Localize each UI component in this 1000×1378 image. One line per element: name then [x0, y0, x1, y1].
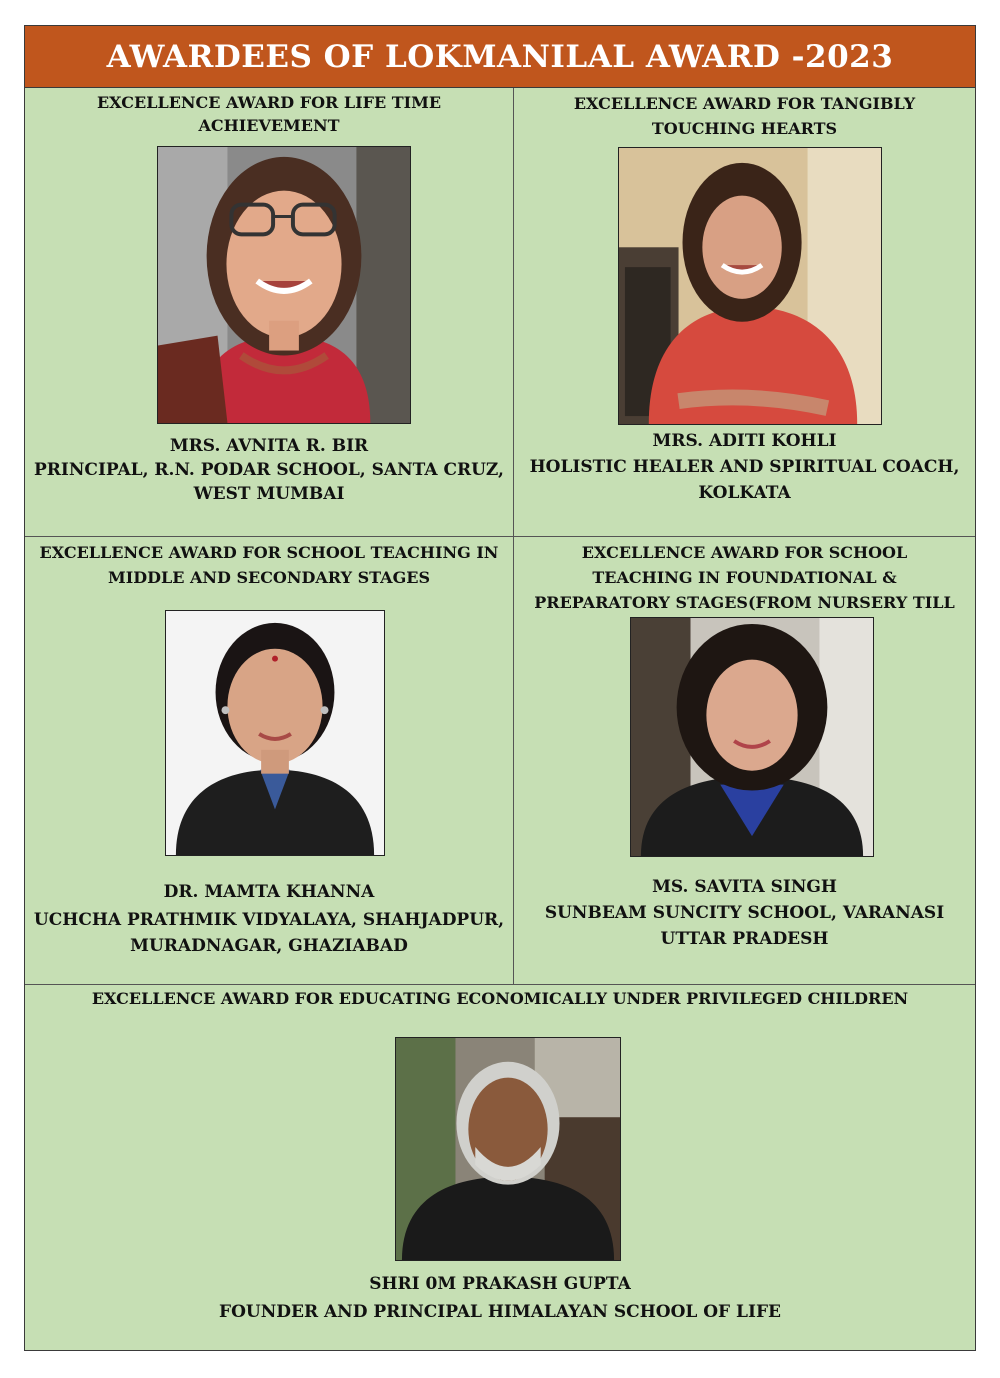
portrait-woman-glasses-icon: [157, 146, 411, 424]
award-cell: [25, 88, 513, 536]
awardee-description: WEST MUMBAI: [193, 484, 345, 504]
awardee-name: DR. MAMTA KHANNA: [163, 882, 375, 902]
awardee-description: PRINCIPAL, R.N. PODAR SCHOOL, SANTA CRUZ,: [34, 460, 504, 480]
award-category: EXCELLENCE AWARD FOR TANGIBLY TOUCHING HEARTS: [573, 94, 916, 138]
portrait-man-elderly-icon: [395, 1037, 621, 1261]
award-category: EXCELLENCE AWARD FOR EDUCATING ECONOMICALLY UNDER PRIVILEGED CHILDREN: [91, 989, 909, 1008]
award-category: EXCELLENCE AWARD FOR SCHOOL TEACHING IN MIDDLE AND SECONDARY STAGES: [39, 543, 499, 587]
award-category: EXCELLENCE AWARD FOR SCHOOL TEACHING IN FOUNDATIONAL & PREPARATORY STAGES(FROM NURSERY TILL: [534, 543, 955, 612]
portrait-woman-dark-coat-icon: [630, 617, 874, 857]
award-category: EXCELLENCE AWARD FOR LIFE TIME ACHIEVEMENT: [96, 93, 442, 135]
awardees-sheet: [24, 25, 976, 1351]
award-cell: [514, 537, 975, 984]
awardee-name: SHRI 0M PRAKASH GUPTA: [369, 1274, 631, 1294]
portrait-woman-red-top-icon: [618, 147, 882, 425]
awardee-name: MRS. AVNITA R. BIR: [169, 436, 369, 456]
awardee-description: KOLKATA: [698, 483, 791, 503]
awardee-description: HOLISTIC HEALER AND SPIRITUAL COACH,: [529, 457, 960, 477]
awardee-name: MS. SAVITA SINGH: [652, 877, 837, 897]
awardee-name: MRS. ADITI KOHLI: [652, 431, 837, 451]
awardee-description: MURADNAGAR, GHAZIABAD: [130, 936, 408, 956]
awardee-description: SUNBEAM SUNCITY SCHOOL, VARANASI: [544, 903, 945, 923]
awardee-description: FOUNDER AND PRINCIPAL HIMALAYAN SCHOOL OF LIFE: [219, 1302, 781, 1322]
page-title: AWARDEES OF LOKMANILAL AWARD -2023: [25, 26, 975, 88]
portrait-woman-formal-icon: [165, 610, 385, 856]
awardee-description: UTTAR PRADESH: [660, 929, 829, 949]
award-cell: [514, 88, 975, 536]
award-cell: [25, 537, 513, 984]
awardee-description: UCHCHA PRATHMIK VIDYALAYA, SHAHJADPUR,: [33, 910, 505, 930]
award-cell: [25, 985, 975, 1350]
